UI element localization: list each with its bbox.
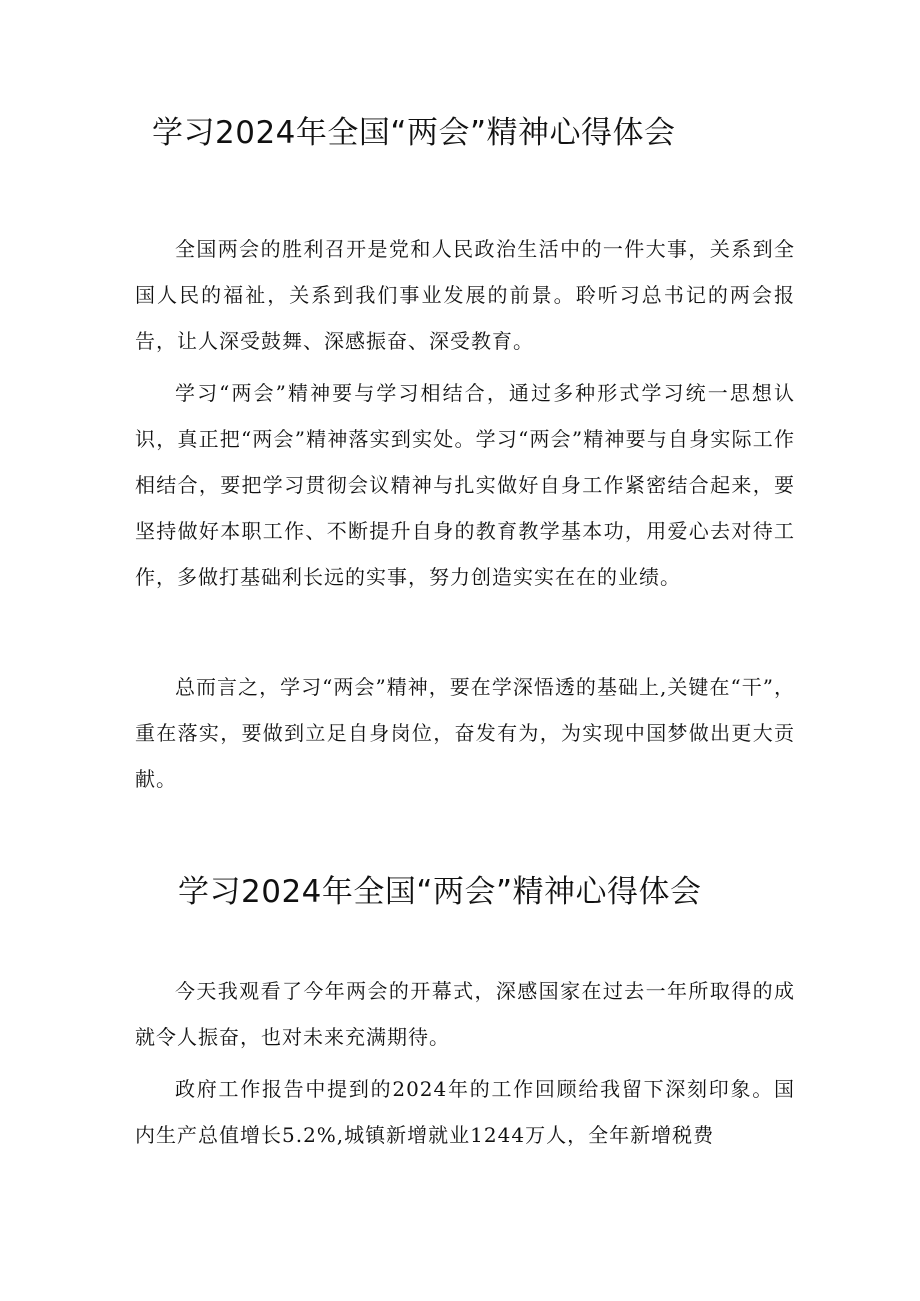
section-1-title: 学习2024年全国“两会”精神心得体会 [152,115,676,151]
section-1-paragraph-3: 总而言之，学习“两会”精神，要在学深悟透的基础上,关键在“干”，重在落实，要做到立足自身岗位，奋发有为，为实现中国梦做出更大贡献。 [135,675,795,791]
section-1-paragraph-1: 全国两会的胜利召开是党和人民政治生活中的一件大事，关系到全国人民的福祉，关系到我们事业发展的前景。聆听习总书记的两会报告，让人深受鼓舞、深感振奋、深受教育。 [135,237,795,353]
section-2-paragraph-2: 政府工作报告中提到的2024年的工作回顾给我留下深刻印象。国内生产总值增长5.2%,城镇新增就业1244万人，全年新增税费 [135,1077,795,1147]
section-2-paragraph-1: 今天我观看了今年两会的开幕式，深感国家在过去一年所取得的成就令人振奋，也对未来充满期待。 [135,979,795,1049]
section-1-paragraph-2: 学习“两会”精神要与学习相结合，通过多种形式学习统一思想认识，真正把“两会”精神落实到实处。学习“两会”精神要与自身实际工作相结合，要把学习贯彻会议精神与扎实做好自身工作紧密结合起来，要坚持做好本职工作、不断提升自身的教育教学基本功，用爱心去对待工作，多做打基础利长远的实事，努力创造实实在在的业绩。 [135,381,795,589]
section-2-title: 学习2024年全国“两会”精神心得体会 [178,874,702,910]
